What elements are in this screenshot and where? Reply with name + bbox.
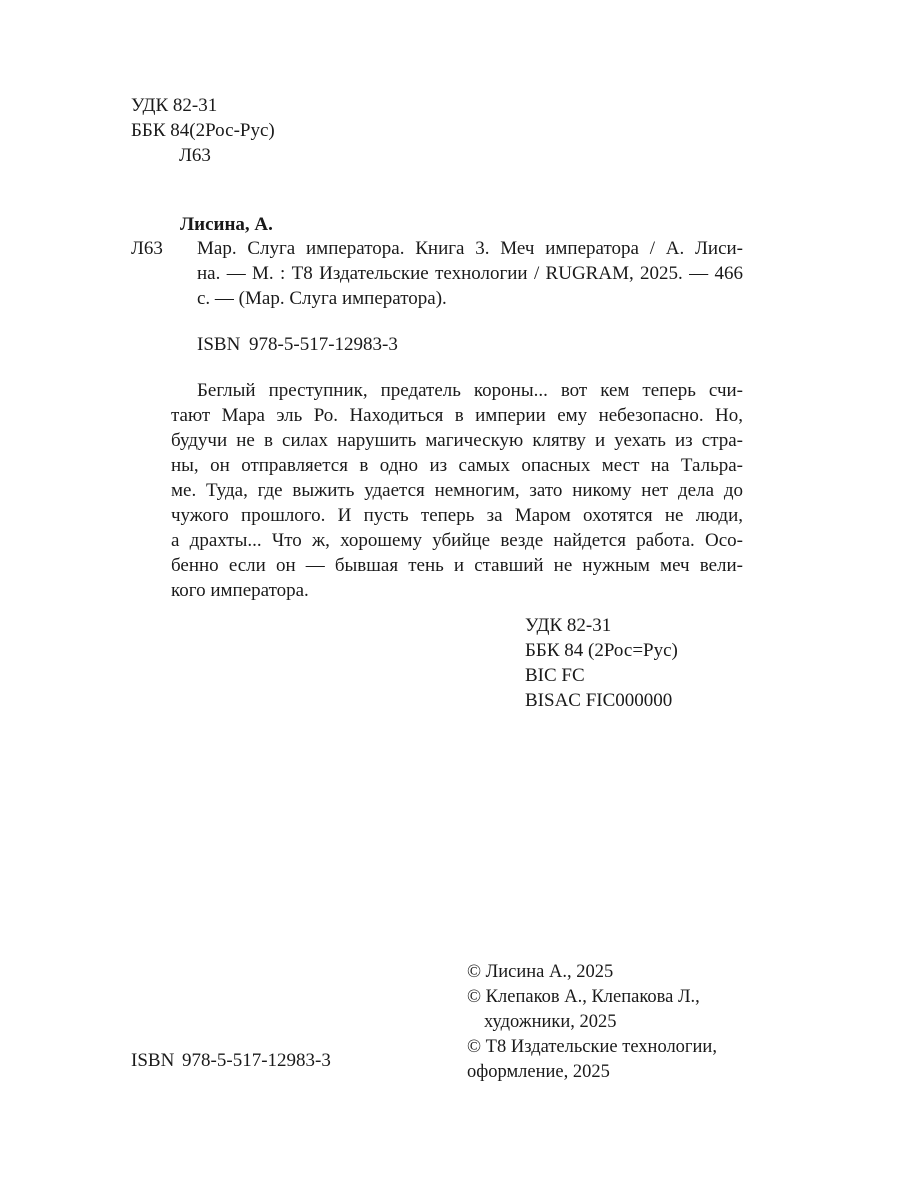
record-line: с. — (Мар. Слуга императора). [197,288,447,309]
bic-code: BIC FC [525,665,585,686]
udk-code: УДК 82-31 [525,615,612,636]
classification-block-right [525,613,678,713]
copyright-line: © Т8 Издательские технологии, [467,1037,717,1057]
annotation-line: чужого прошлого. И пусть теперь за Маром охотятся не люди, [171,505,743,526]
classification-block-top [131,93,275,168]
copyright-line: художники, 2025 [484,1012,617,1032]
copyright-line: © Лисина А., 2025 [467,962,614,982]
bibliographic-record [197,236,743,311]
record-line: на. — М. : Т8 Издательские технологии / RUGRAM, 2025. — 466 [197,263,743,284]
bisac-code: BISAC FIC000000 [525,690,673,711]
annotation-line: Беглый преступник, предатель короны... вот кем теперь счи- [197,380,743,401]
annotation-line: кого императора. [171,580,309,601]
annotation-line: ны, он отправляется в одно из самых опасных мест на Тальра- [171,455,743,476]
annotation-paragraph [171,378,743,603]
record-author-mark: Л63 [131,238,163,259]
annotation-line: будучи не в силах нарушить магическую клятву и уехать из стра- [171,430,743,451]
annotation-line: тают Мара эль Ро. Находиться в империи ему небезопасно. Но, [171,405,743,426]
annotation-line: а драхты... Что ж, хорошему убийце везде найдется работа. Осо- [171,530,743,551]
copyright-line: © Клепаков А., Клепакова Л., [467,987,700,1007]
annotation-line: бенно если он — бывшая тень и ставший не нужным меч вели- [171,555,743,576]
bbk-code: ББК 84(2Рос-Рус) [131,120,275,141]
isbn-record: ISBN 978-5-517-12983-3 [197,334,398,355]
copyright-block [467,960,717,1085]
record-line: Мар. Слуга императора. Книга 3. Меч императора / А. Лиси- [197,238,743,259]
author-mark: Л63 [179,145,211,166]
isbn-bottom: ISBN 978-5-517-12983-3 [131,1050,331,1071]
copyright-line: оформление, 2025 [467,1062,610,1082]
annotation-line: ме. Туда, где выжить удается немногим, зато никому нет дела до [171,480,743,501]
udk-code: УДК 82-31 [131,95,218,116]
bbk-code: ББК 84 (2Рос=Рус) [525,640,678,661]
author-name: Лисина, А. [180,214,273,235]
